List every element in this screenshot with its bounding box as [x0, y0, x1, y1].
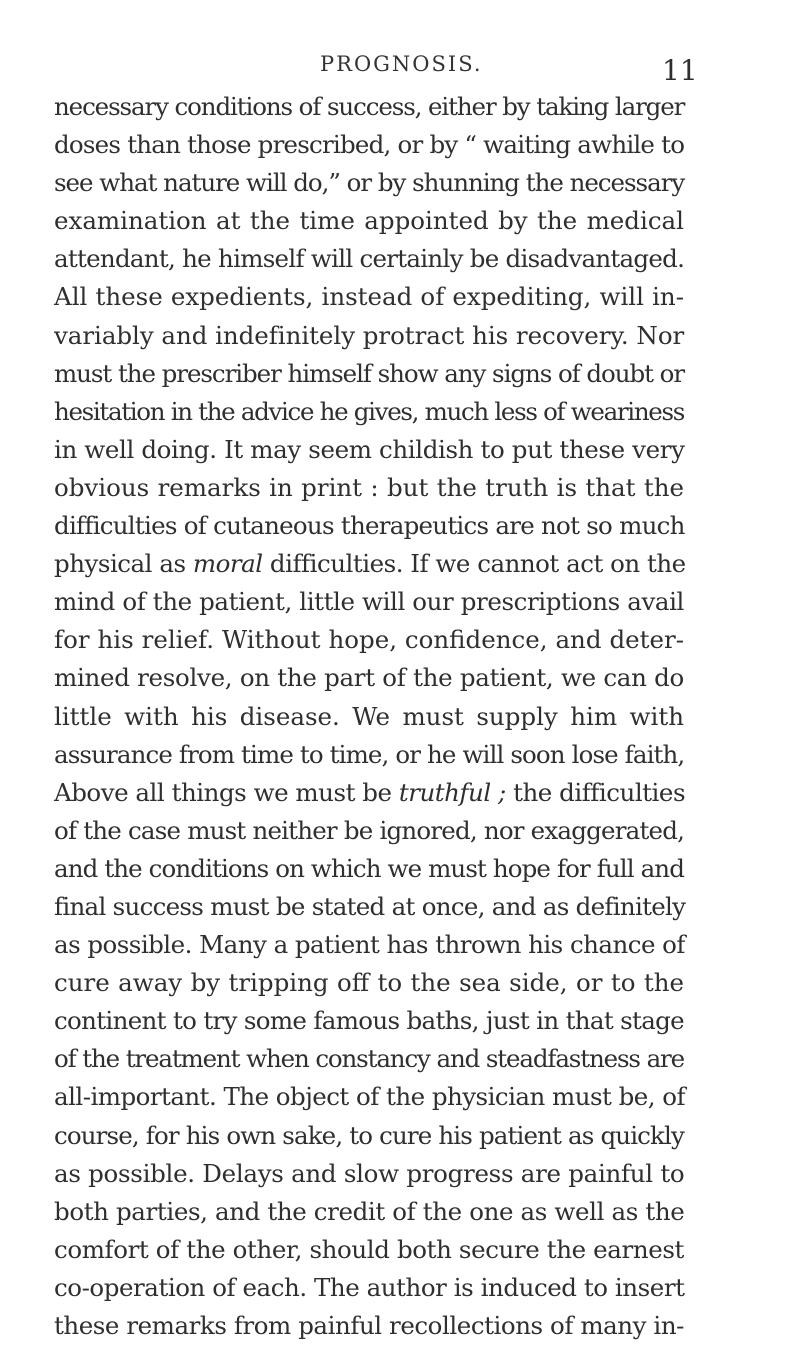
text-line: mined resolve, on the part of the patient, we can do	[54, 663, 684, 693]
text-segment: the difficulties	[505, 777, 686, 807]
text-line: assurance from time to time, or he will soon lose faith,	[54, 739, 685, 769]
text-line: as possible. Many a patient has thrown his chance of	[54, 930, 685, 960]
text-line: doses than those prescribed, or by “ waiting awhile to	[54, 130, 685, 160]
text-line: final success must be stated at once, and as definitely	[54, 891, 686, 921]
text-line: of the case must neither be ignored, nor exaggerated,	[54, 815, 685, 845]
text-segment: difficulties. If we cannot act on the	[262, 549, 686, 579]
italic-word: moral	[192, 549, 263, 579]
text-segment: Above all things we must be	[54, 777, 399, 807]
text-line: for his relief. Without hope, confidence, and deter-	[54, 625, 684, 655]
text-line: attendant, he himself will certainly be disadvantaged.	[54, 244, 685, 274]
text-line: in well doing. It may seem childish to put these very	[54, 434, 685, 464]
text-line: see what nature will do,” or by shunning the necessary	[54, 168, 685, 198]
text-line: cure away by tripping off to the sea side, or to the	[54, 968, 684, 998]
text-line: all-important. The object of the physician must be, of	[54, 1082, 685, 1112]
text-line: comfort of the other, should both secure the earnest	[54, 1234, 684, 1264]
text-line: examination at the time appointed by the medical	[54, 206, 684, 236]
text-segment: physical as	[54, 549, 193, 579]
body-text	[54, 88, 684, 1345]
text-line: and the conditions on which we must hope for full and	[54, 853, 684, 883]
text-line: necessary conditions of success, either by taking larger	[54, 92, 685, 121]
text-line: course, for his own sake, to cure his patient as quickly	[54, 1120, 684, 1150]
text-line: variably and indefinitely protract his recovery. Nor	[54, 320, 685, 350]
text-line	[54, 545, 684, 583]
text-line: these remarks from painful recollections of many in-	[54, 1311, 684, 1340]
text-line: as possible. Delays and slow progress are painful to	[54, 1158, 685, 1188]
running-head: PROGNOSIS.	[320, 52, 483, 76]
text-line: both parties, and the credit of the one as well as the	[54, 1196, 685, 1226]
text-line	[54, 774, 684, 812]
page-number: 11	[662, 54, 698, 87]
italic-word: truthful ;	[398, 777, 506, 807]
text-line: mind of the patient, little will our prescriptions avail	[54, 587, 685, 617]
text-line: co-operation of each. The author is induced to insert	[54, 1272, 685, 1302]
text-line: obvious remarks in print : but the truth is that the	[54, 472, 684, 502]
text-line: little with his disease. We must supply him with	[54, 701, 684, 731]
text-line: of the treatment when constancy and steadfastness are	[54, 1044, 684, 1074]
text-line: difficulties of cutaneous therapeutics are not so much	[54, 511, 685, 541]
text-line: continent to try some famous baths, just in that stage	[54, 1006, 684, 1036]
text-line: must the prescriber himself show any signs of doubt or	[54, 358, 684, 388]
text-line: All these expedients, instead of expediting, will in-	[54, 282, 684, 312]
text-line: hesitation in the advice he gives, much less of weariness	[54, 396, 684, 426]
